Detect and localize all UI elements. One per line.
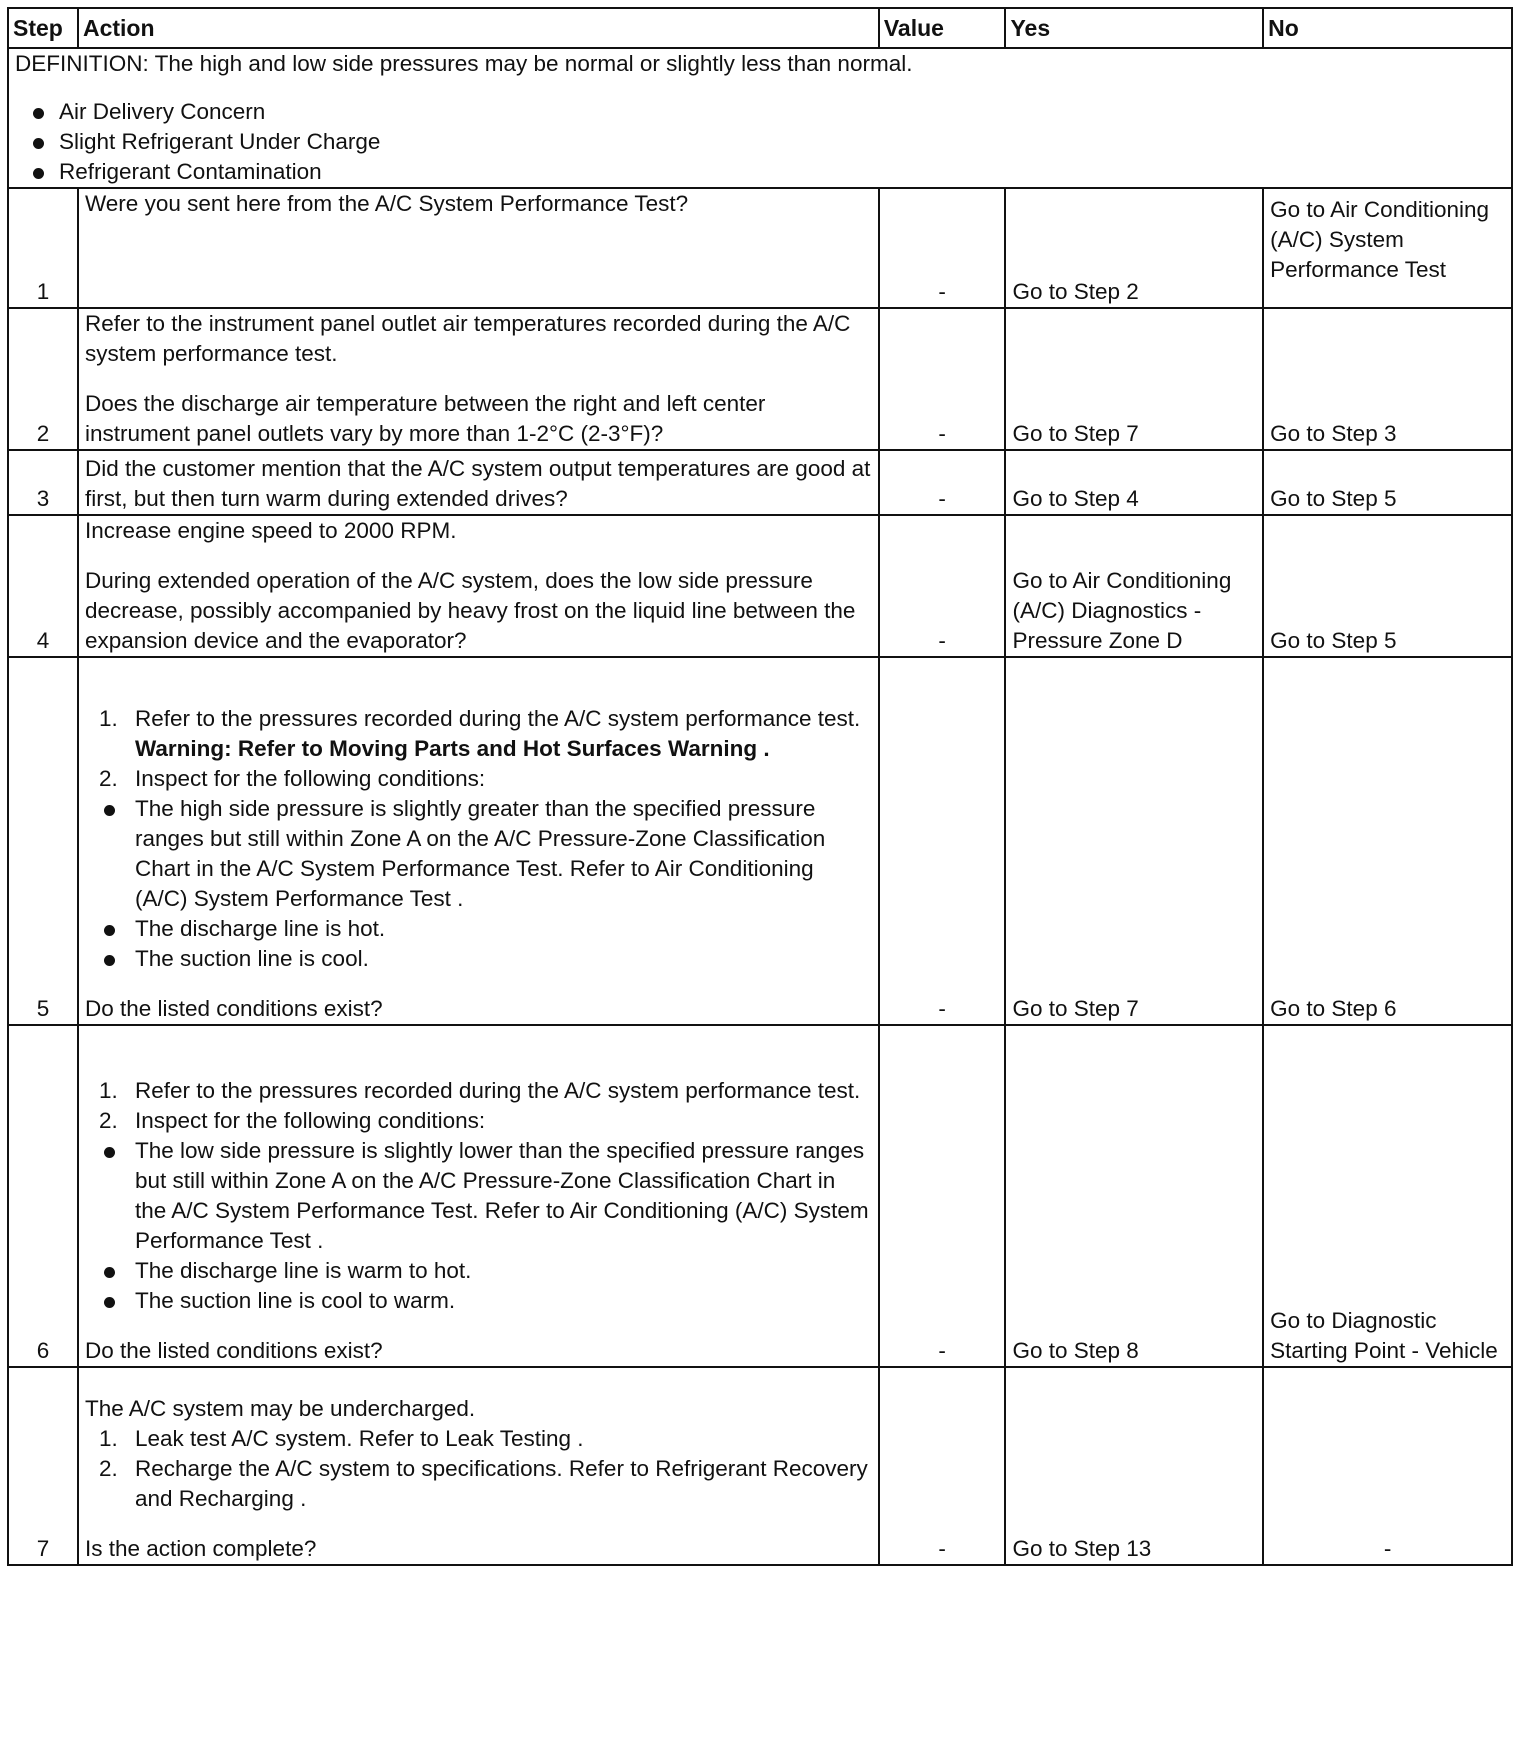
no-cell: Go to Step 5 [1263,450,1512,515]
item-number: 1. [98,1426,118,1451]
item-text: Recharge the A/C system to specifications. Refer to Refrigerant Recovery and Recharging . [134,1456,868,1511]
action-cell [78,1367,879,1565]
yes-cell: Go to Step 7 [1005,308,1263,450]
list-item [85,1424,872,1454]
step-row-6 [8,1025,1512,1367]
step-number: 2 [8,308,78,450]
condition-item: The high side pressure is slightly greater than the specified pressure ranges but still within Zone A on the A/C Pressure-Zone Classification Chart in the A/C System Performance Test. Refer to Air Conditioning (A/C) System Performance Test . [85,794,872,914]
step-row-1 [8,188,1512,308]
definition-row [8,48,1512,188]
action-question: Does the discharge air temperature between the right and left center instrument panel outlets vary by more than 1-2°C (2-3°F)? [84,391,766,446]
diagnostic-table [7,7,1513,1566]
no-cell: - [1263,1367,1512,1565]
no-cell: Go to Diagnostic Starting Point - Vehicle [1263,1025,1512,1367]
definition-list [15,97,1505,187]
item-text: Refer to the pressures recorded during the A/C system performance test. [134,1078,861,1103]
definition-item: Refrigerant Contamination [15,157,1505,187]
action-question: Do the listed conditions exist? [84,1338,383,1363]
header-value: Value [879,8,1006,48]
list-item [85,764,872,794]
yes-cell: Go to Step 7 [1005,657,1263,1025]
yes-cell: Go to Air Conditioning (A/C) Diagnostics - Pressure Zone D [1005,515,1263,657]
item-text: Leak test A/C system. Refer to Leak Testing . [134,1426,584,1451]
condition-item: The suction line is cool. [85,944,872,974]
yes-cell: Go to Step 8 [1005,1025,1263,1367]
step-number: 3 [8,450,78,515]
condition-item: The discharge line is hot. [85,914,872,944]
item-number: 2. [98,1456,118,1481]
list-item [85,704,872,764]
action-text: Refer to the instrument panel outlet air temperatures recorded during the A/C system performance test. [84,311,851,366]
step-number: 5 [8,657,78,1025]
step-row-5 [8,657,1512,1025]
step-row-4 [8,515,1512,657]
numbered-list [85,704,872,794]
definition-text: DEFINITION: The high and low side pressures may be normal or slightly less than normal. [15,51,913,76]
yes-cell: Go to Step 4 [1005,450,1263,515]
step-row-7 [8,1367,1512,1565]
step-number: 1 [8,188,78,308]
step-number: 7 [8,1367,78,1565]
item-text: Inspect for the following conditions: [134,1108,486,1133]
warning-text: Warning: Refer to Moving Parts and Hot Surfaces Warning . [134,736,770,761]
item-number: 2. [98,766,118,791]
step-number: 4 [8,515,78,657]
no-cell: Go to Step 3 [1263,308,1512,450]
condition-list [85,1136,872,1316]
action-text: Were you sent here from the A/C System Performance Test? [84,191,689,216]
value-cell: - [879,657,1006,1025]
action-question: Do the listed conditions exist? [84,996,383,1021]
definition-item: Air Delivery Concern [15,97,1505,127]
definition-item: Slight Refrigerant Under Charge [15,127,1505,157]
no-cell: Go to Step 5 [1263,515,1512,657]
step-row-2 [8,308,1512,450]
condition-item: The low side pressure is slightly lower than the specified pressure ranges but still within Zone A on the A/C Pressure-Zone Classification Chart in the A/C System Performance Test. Refer to Air Conditioning (A/C) System Performance Test . [85,1136,872,1256]
action-cell [78,1025,879,1367]
header-row [8,8,1512,48]
condition-item: The suction line is cool to warm. [85,1286,872,1316]
action-cell [78,308,879,450]
action-question: Is the action complete? [84,1536,317,1561]
value-cell: - [879,1367,1006,1565]
step-number: 6 [8,1025,78,1367]
header-action: Action [78,8,879,48]
item-text: Inspect for the following conditions: [134,766,486,791]
yes-cell: Go to Step 13 [1005,1367,1263,1565]
header-no: No [1263,8,1512,48]
value-cell: - [879,308,1006,450]
list-item [85,1106,872,1136]
list-item [85,1454,872,1514]
yes-cell: Go to Step 2 [1005,188,1263,308]
condition-item: The discharge line is warm to hot. [85,1256,872,1286]
header-step: Step [8,8,78,48]
item-text: Refer to the pressures recorded during the A/C system performance test. [134,706,861,731]
item-number: 2. [98,1108,118,1133]
value-cell: - [879,188,1006,308]
action-cell [78,450,879,515]
action-question: During extended operation of the A/C system, does the low side pressure decrease, possibly accompanied by heavy frost on the liquid line between the expansion device and the evaporator? [84,568,856,653]
action-text: Did the customer mention that the A/C system output temperatures are good at first, but then turn warm during extended drives? [84,456,871,511]
value-cell: - [879,1025,1006,1367]
numbered-list [85,1424,872,1514]
action-text: Increase engine speed to 2000 RPM. [84,518,457,543]
definition-cell [8,48,1512,188]
item-number: 1. [98,706,118,731]
no-cell: Go to Step 6 [1263,657,1512,1025]
action-cell [78,188,879,308]
action-text: The A/C system may be undercharged. [84,1396,476,1421]
action-cell [78,515,879,657]
list-item [85,1076,872,1106]
numbered-list [85,1076,872,1136]
condition-list [85,794,872,974]
value-cell: - [879,515,1006,657]
no-cell: Go to Air Conditioning (A/C) System Performance Test [1263,188,1512,308]
step-row-3 [8,450,1512,515]
action-cell [78,657,879,1025]
header-yes: Yes [1005,8,1263,48]
value-cell: - [879,450,1006,515]
item-number: 1. [98,1078,118,1103]
